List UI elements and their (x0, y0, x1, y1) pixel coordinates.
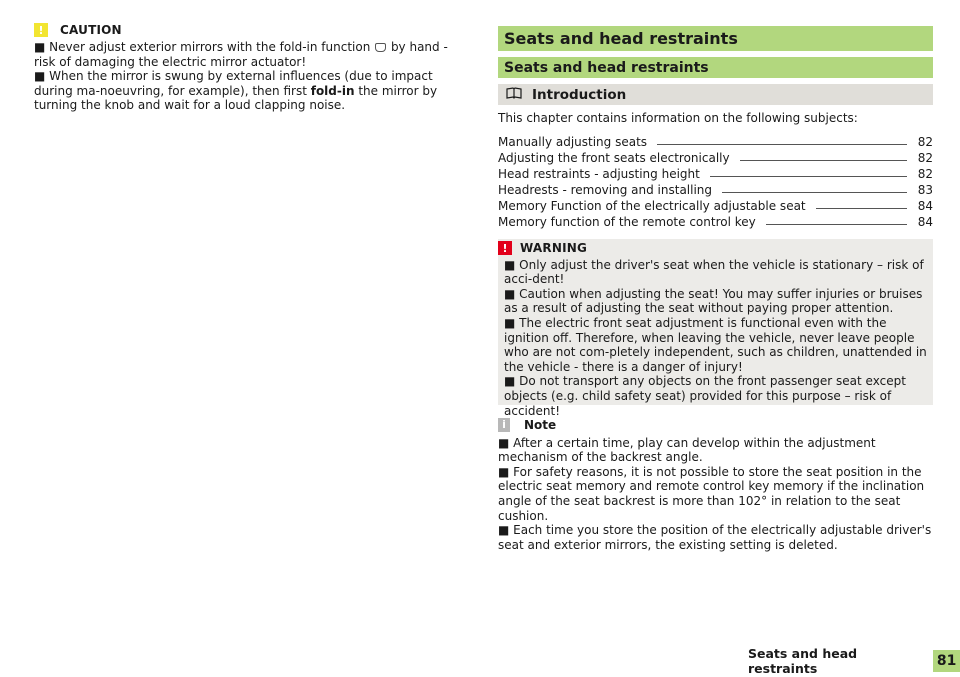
introduction-title: Introduction (532, 86, 627, 103)
exclamation-icon: ! (34, 23, 48, 37)
mirror-fold-icon (375, 43, 386, 52)
toc-item[interactable]: Head restraints - adjusting height 82 (498, 166, 933, 181)
note-item: ■ For safety reasons, it is not possible to store the seat position in the electric seat memory and remote control key memory if the inclination angle of the seat backrest is more than 102° in relation to the seat cushion. (498, 464, 925, 523)
note-item: ■ After a certain time, play can develop within the adjustment mechanism of the backrest angle. (498, 435, 876, 465)
warning-item: ■ Caution when adjusting the seat! You may suffer injuries or bruises as a result of adjusting the seat without paying proper attention. (504, 286, 923, 316)
caution-section (34, 22, 464, 113)
main-column (498, 26, 933, 552)
warning-item: ■ The electric front seat adjustment is functional even with the ignition off. Therefore, when leaving the vehicle, never leave people who are not com-pletely independent, such as children, unattended in the vehicle - there is a danger of injury! (504, 315, 927, 374)
caution-paragraph-1: ■ Never adjust exterior mirrors with the fold-in function by hand - risk of damaging the electric mirror actuator! (34, 40, 448, 69)
toc-item[interactable]: Memory function of the remote control key 84 (498, 214, 933, 229)
toc-list (498, 133, 933, 229)
note-title: Note (524, 417, 557, 432)
toc-item[interactable]: Memory Function of the electrically adjustable seat 84 (498, 198, 933, 213)
caution-paragraph-2: ■ When the mirror is swung by external influences (due to impact during ma-noeuvring, for example), then first fold-in the mirror by turning the knob and wait for a loud clapping noise. (34, 69, 438, 113)
note-header (498, 417, 933, 433)
introduction-heading (498, 84, 933, 105)
caution-header (34, 22, 464, 38)
warning-exclamation-icon: ! (498, 241, 512, 255)
toc-item[interactable]: Headrests - removing and installing 83 (498, 182, 933, 197)
info-icon: i (498, 418, 510, 432)
note-item: ■ Each time you store the position of the electrically adjustable driver's seat and exterior mirrors, the existing setting is deleted. (498, 523, 932, 552)
warning-item: ■ Only adjust the driver's seat when the vehicle is stationary – risk of acci-dent! (504, 257, 924, 287)
warning-title: WARNING (520, 241, 588, 256)
note-section (498, 417, 933, 553)
toc-leader (722, 192, 907, 193)
footer-section-title: Seats and head restraints (748, 646, 858, 676)
warning-item: ■ Do not transport any objects on the front passenger seat except objects (e.g. child safety seat) provided for this purpose – risk of accident! (504, 374, 906, 418)
caution-title: CAUTION (60, 23, 122, 37)
intro-text: This chapter contains information on the following subjects: (498, 111, 858, 125)
toc-leader (740, 160, 907, 161)
toc-leader (816, 208, 907, 209)
toc-item[interactable]: Adjusting the front seats electronically 82 (498, 150, 933, 165)
chapter-heading: Seats and head restraints (498, 26, 933, 51)
book-icon (506, 87, 522, 103)
warning-header (498, 240, 927, 257)
section-heading: Seats and head restraints (498, 57, 933, 78)
toc-leader (766, 224, 907, 225)
warning-box (498, 239, 933, 418)
toc-item[interactable]: Manually adjusting seats 82 (498, 134, 933, 149)
toc-leader (710, 176, 907, 177)
page-footer (748, 646, 960, 676)
toc-leader (657, 144, 907, 145)
page-number: 81 (933, 650, 960, 672)
